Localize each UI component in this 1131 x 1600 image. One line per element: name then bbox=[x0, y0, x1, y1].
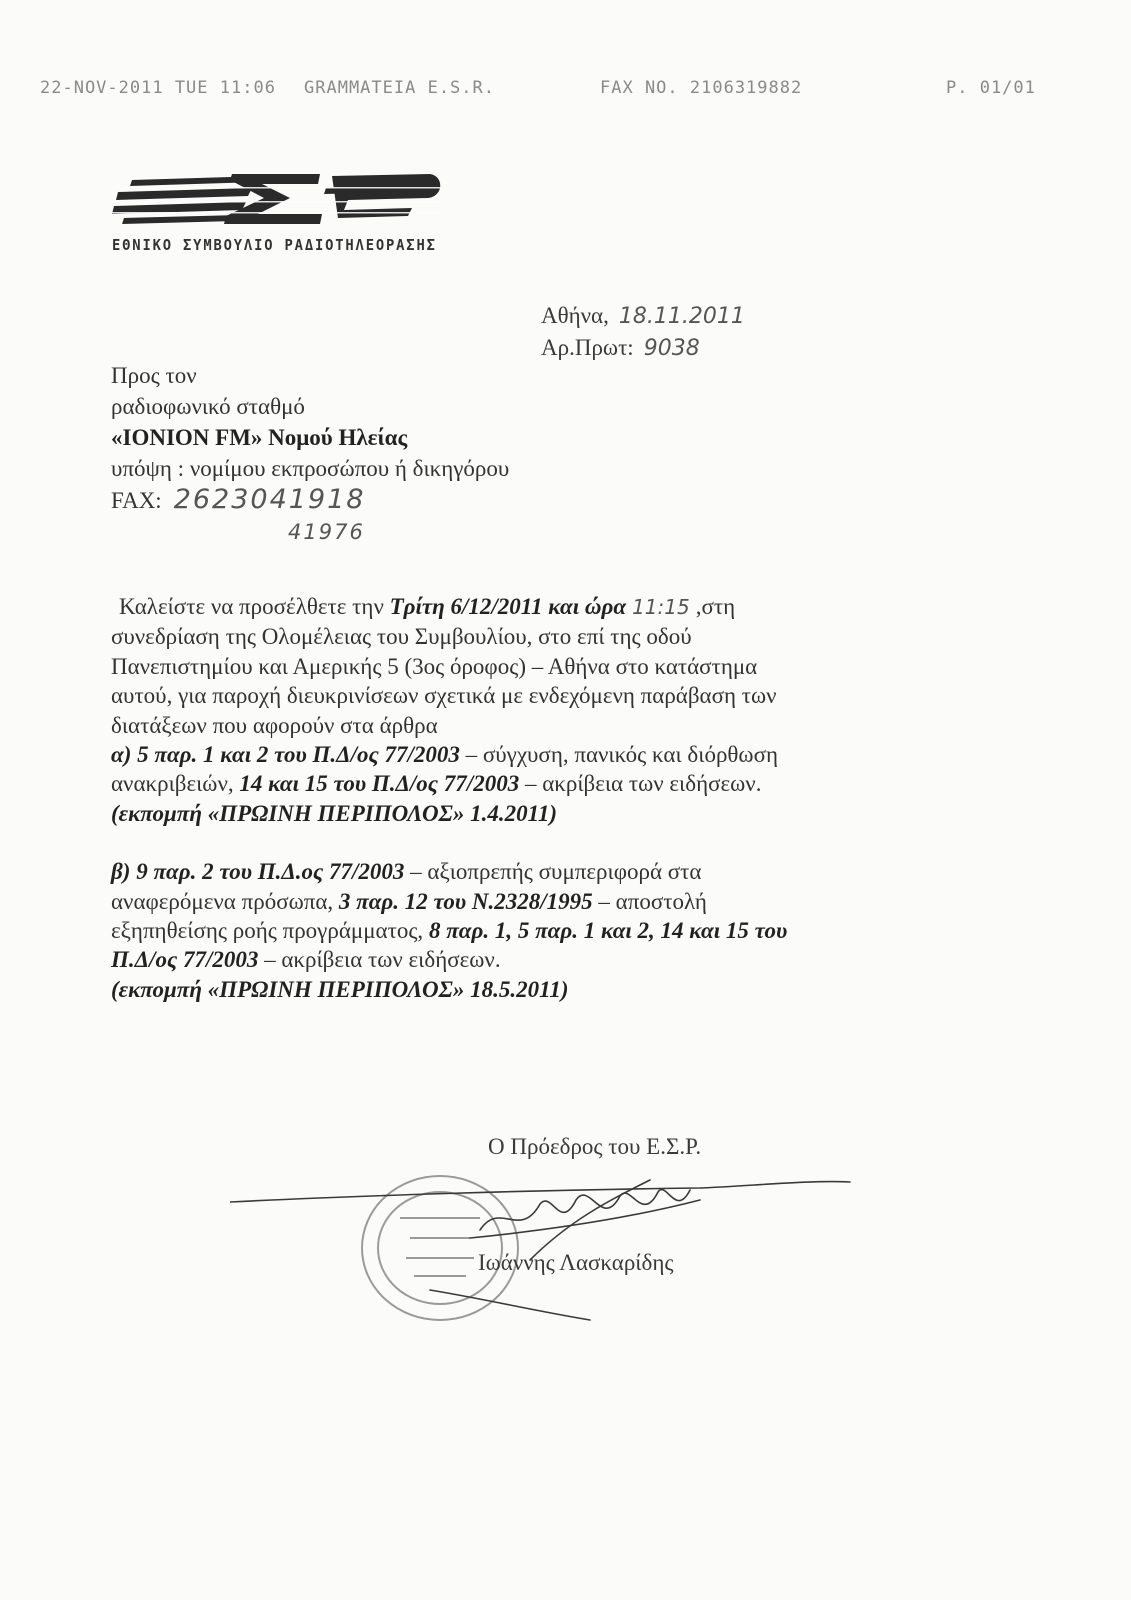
attention-line: υπόψη : νομίμου εκπροσώπου ή δικηγόρου bbox=[111, 456, 510, 481]
article-ref: 8 παρ. 1, 5 παρ. 1 και 2, 14 και 15 του bbox=[428, 918, 788, 944]
fax-page-count: P. 01/01 bbox=[946, 78, 1036, 98]
article-ref: 3 παρ. 12 του Ν.2328/1995 bbox=[338, 888, 593, 914]
handwritten-signature bbox=[230, 1160, 860, 1330]
fax-datetime: 22-NOV-2011 TUE 11:06 bbox=[40, 78, 276, 98]
addressee-block bbox=[111, 360, 509, 516]
handwritten-time: 11:15 bbox=[632, 595, 690, 619]
article-ref: α) 5 παρ. 1 και 2 του Π.Δ/ος 77/2003 bbox=[111, 742, 460, 768]
body-text-span: εξηπηθείσης ροής προγράμματος, bbox=[111, 918, 424, 944]
organization-name: ΕΘΝΙΚΟ ΣΥΜΒΟΥΛΙΟ ΡΑΔΙΟΤΗΛΕΟΡΑΣΗΣ bbox=[112, 236, 437, 254]
article-a-line bbox=[111, 740, 901, 769]
body-text-span: – σύγχυση, πανικός και διόρθωση bbox=[465, 742, 779, 768]
body-text-span: ανακριβειών, bbox=[111, 771, 234, 797]
body-text-span: αναφερόμενα πρόσωπα, bbox=[111, 888, 334, 914]
fax-label: FAX: bbox=[111, 488, 162, 513]
protocol-label: Αρ.Πρωτ: bbox=[541, 335, 634, 360]
recipient-fax-line bbox=[111, 484, 509, 516]
city-label: Αθήνα, bbox=[541, 303, 609, 328]
signatory-name: Ιωάννης Λασκαρίδης bbox=[478, 1250, 674, 1275]
handwritten-date: 18.11.2011 bbox=[618, 304, 745, 329]
article-ref: β) 9 παρ. 2 του Π.Δ.ος 77/2003 bbox=[111, 859, 405, 885]
body-text-span: – αξιοπρεπής συμπεριφορά στα bbox=[410, 859, 702, 885]
article-b-line bbox=[111, 857, 901, 886]
addressee-line-2: ραδιοφωνικό σταθμό bbox=[111, 394, 305, 419]
handwritten-fax-number: 2623041918 bbox=[173, 484, 366, 515]
letter-body bbox=[111, 592, 901, 1004]
date-line bbox=[541, 300, 745, 332]
body-text-span: – ακρίβεια των ειδήσεων. bbox=[264, 947, 501, 973]
body-text-span: Καλείστε να προσέλθετε την bbox=[119, 594, 384, 619]
article-b-line bbox=[111, 916, 901, 945]
handwritten-fax-alt: 41976 bbox=[288, 520, 365, 544]
body-line: αυτού, για παροχή διευκρινίσεων σχετικά με ενδεχόμενη παράβαση των bbox=[111, 683, 777, 709]
hearing-date: Τρίτη 6/12/2011 και ώρα bbox=[389, 594, 627, 619]
article-ref: Π.Δ/ος 77/2003 bbox=[111, 947, 259, 973]
fax-transmission-header bbox=[40, 78, 1100, 102]
signatory-title: Ο Πρόεδρος του Ε.Σ.Ρ. bbox=[488, 1134, 702, 1159]
body-line: συνεδρίαση της Ολομέλειας του Συμβουλίου, στο επί της οδού bbox=[111, 624, 692, 650]
article-b-line bbox=[111, 887, 901, 916]
addressee-line-1: Προς τον bbox=[111, 363, 197, 388]
body-line bbox=[111, 592, 901, 622]
dateline bbox=[541, 300, 745, 364]
broadcast-reference-a: (εκπομπή «ΠΡΩΙΝΗ ΠΕΡΙΠΟΛΟΣ» 1.4.2011) bbox=[111, 800, 558, 826]
protocol-line bbox=[541, 332, 745, 364]
article-ref: 14 και 15 του Π.Δ/ος 77/2003 bbox=[239, 771, 520, 797]
fax-sender: GRAMMATEIA E.S.R. bbox=[304, 78, 495, 98]
article-a-line bbox=[111, 769, 901, 798]
body-text-span: – αποστολή bbox=[598, 888, 707, 914]
article-b-line bbox=[111, 945, 901, 974]
fax-number: FAX NO. 2106319882 bbox=[600, 78, 803, 98]
body-text-span: ,στη bbox=[695, 594, 736, 619]
handwritten-protocol-number: 9038 bbox=[643, 336, 700, 361]
body-line: διατάξεων που αφορούν στα άρθρα bbox=[111, 712, 438, 738]
esr-logo bbox=[112, 168, 442, 228]
broadcast-reference-b: (εκπομπή «ΠΡΩΙΝΗ ΠΕΡΙΠΟΛΟΣ» 18.5.2011) bbox=[111, 976, 569, 1002]
station-name: «ΙΟΝΙΟΝ FM» Νομού Ηλείας bbox=[111, 425, 408, 450]
body-text-span: – ακρίβεια των ειδήσεων. bbox=[524, 771, 762, 797]
body-line: Πανεπιστημίου και Αμερικής 5 (3ος όροφος) – Αθήνα στο κατάστημα bbox=[111, 653, 758, 679]
